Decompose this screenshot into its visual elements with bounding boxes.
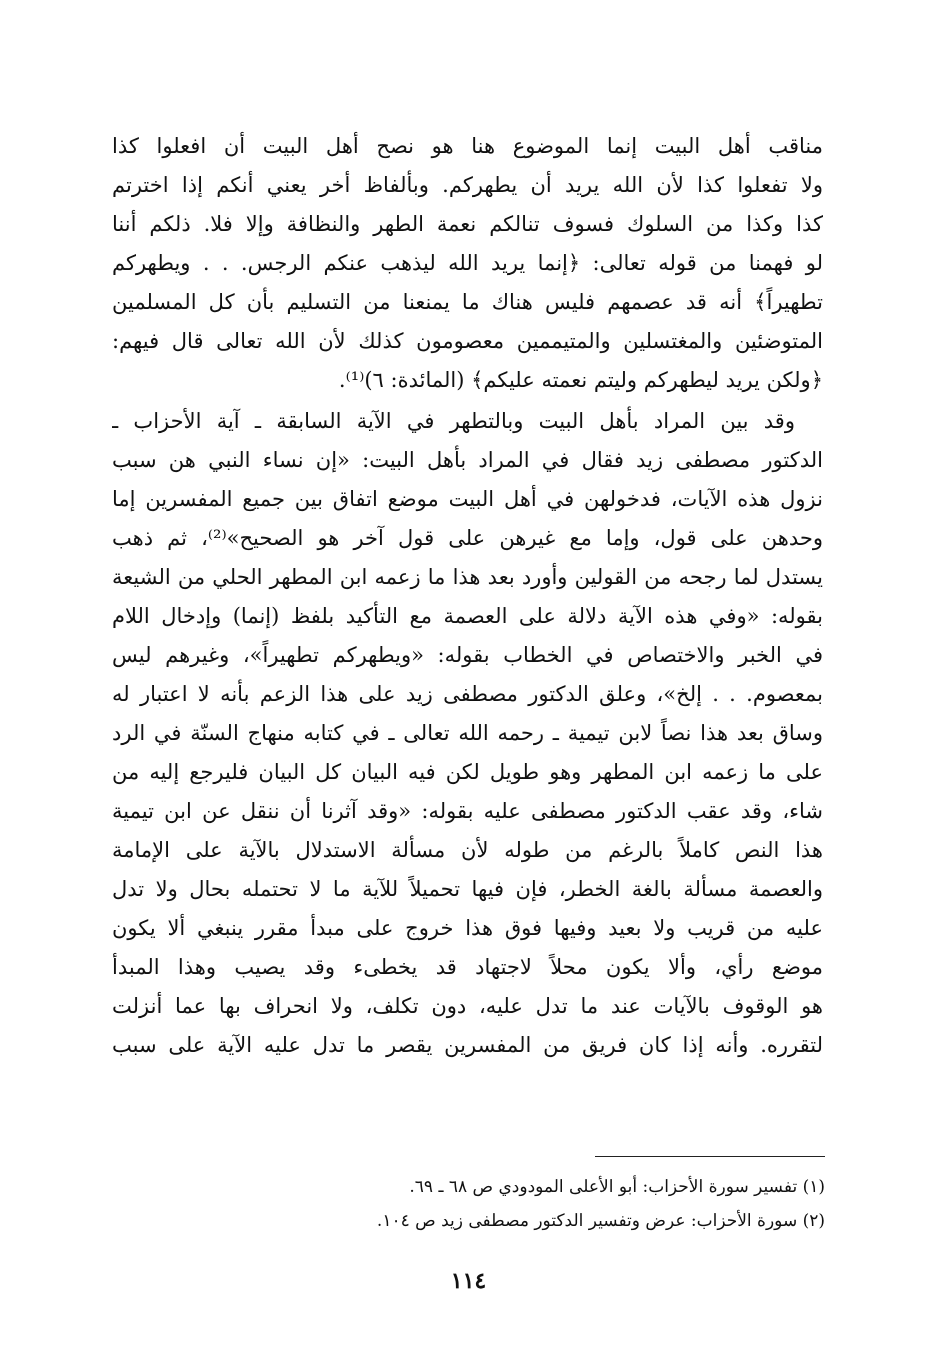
body-line: في الخبر والاختصاص في الخطاب بقوله: «ويطهركم تطهيراً»، وغيرهم ليس: [112, 643, 823, 667]
body-line: الدكتور مصطفى زيد فقال في المراد بأهل البيت: «إن نساء النبي هن سبب: [112, 448, 823, 472]
body-text: [112, 127, 823, 1065]
body-line: موضع رأي، وألا يكون محلاً لاجتهاد قد يخطىء وقد يصيب وهذا المبدأ: [112, 955, 823, 979]
footnote-2: (٢) سورة الأحزاب: عرض وتفسير الدكتور مصطفى زيد ص ١٠٤.: [376, 1211, 825, 1231]
body-line: يستدل لما رجحه من القولين وأورد بعد هذا ما زعمه ابن المطهر الحلي من الشيعة: [112, 565, 823, 589]
body-line: بقوله: «وفي هذه الآية دلالة على العصمة مع التأكيد بلفظ (إنما) وإدخال اللام: [112, 604, 823, 628]
footnote-divider: [595, 1156, 825, 1157]
body-line: وساق بعد هذا نصاً لابن تيمية ـ رحمه الله تعالى ـ في كتابه منهاج السنّة في الرد: [112, 721, 823, 745]
body-line: ولا تفعلوا كذا لأن الله يريد أن يطهركم. وبألفاظ أخر يعني أنكم إذا اخترتم: [112, 173, 823, 197]
body-line: تطهيراً﴾ أنه قد عصمهم فليس هناك ما يمنعنا من التسليم بأن كل المسلمين: [112, 290, 823, 314]
body-line: مناقب أهل البيت إنما الموضوع هنا هو نصح أهل البيت أن افعلوا كذا: [112, 134, 823, 158]
body-line: المتوضئين والمغتسلين والمتيممين معصومون كذلك لأن الله تعالى قال فيهم:: [112, 329, 823, 353]
body-line: هو الوقوف بالآيات عند ما تدل عليه، دون تكلف، ولا انحراف بها عما أنزلت: [112, 994, 823, 1018]
body-line: وقد بين المراد بأهل البيت وبالتطهر في الآية السابقة ـ آية الأحزاب ـ: [112, 409, 795, 433]
body-line: لتقرره. وأنه إذا كان فريق من المفسرين يقصر ما تدل عليه الآية على سبب: [112, 1033, 823, 1057]
body-line: هذا النص كاملاً بالرغم من طوله لأن مسألة الاستدلال بالآية على الإمامة: [112, 838, 823, 862]
body-line: والعصمة مسألة بالغة الخطر، فإن فيها تحميلاً للآية ما لا تحتمله بحال ولا تدل: [112, 877, 823, 901]
body-line: عليه من قريب ولا بعيد وفيها فوق هذا خروج على مبدأ مقرر ينبغي ألا يكون: [112, 916, 823, 940]
body-line: على ما زعمه ابن المطهر وهو طويل لكن فيه البيان كل البيان فليرجع إليه من: [112, 760, 823, 784]
footnote-1: (١) تفسير سورة الأحزاب: أبو الأعلى المودودي ص ٦٨ ـ ٦٩.: [409, 1177, 825, 1197]
body-line: وحدهن على قول، وإما مع غيرهن على قول آخر هو الصحيح»⁽²⁾، ثم ذهب: [112, 526, 823, 550]
body-line: شاء، وقد عقب الدكتور مصطفى عليه بقوله: «وقد آثرنا أن ننقل عن ابن تيمية: [112, 799, 823, 823]
footnotes: [114, 1170, 825, 1238]
body-line: بمعصوم. . . إلخ»، وعلق الدكتور مصطفى زيد على هذا الزعم بأنه لا اعتبار له: [112, 682, 823, 706]
body-line: لو فهمنا من قوله تعالى: ﴿إنما يريد الله ليذهب عنكم الرجس. . . ويطهركم: [112, 251, 823, 275]
body-line: نزول هذه الآيات، فدخولهن في أهل البيت موضع اتفاق بين جميع المفسرين إما: [112, 487, 823, 511]
body-line: ﴿ولكن يريد ليطهركم وليتم نعمته عليكم﴾ (المائدة: ٦)⁽¹⁾.: [338, 368, 823, 392]
body-line: كذا وكذا من السلوك فسوف تنالكم نعمة الطهر والنظافة وإلا فلا. ذلكم أننا: [112, 212, 823, 236]
page-number: ١١٤: [450, 1268, 487, 1294]
